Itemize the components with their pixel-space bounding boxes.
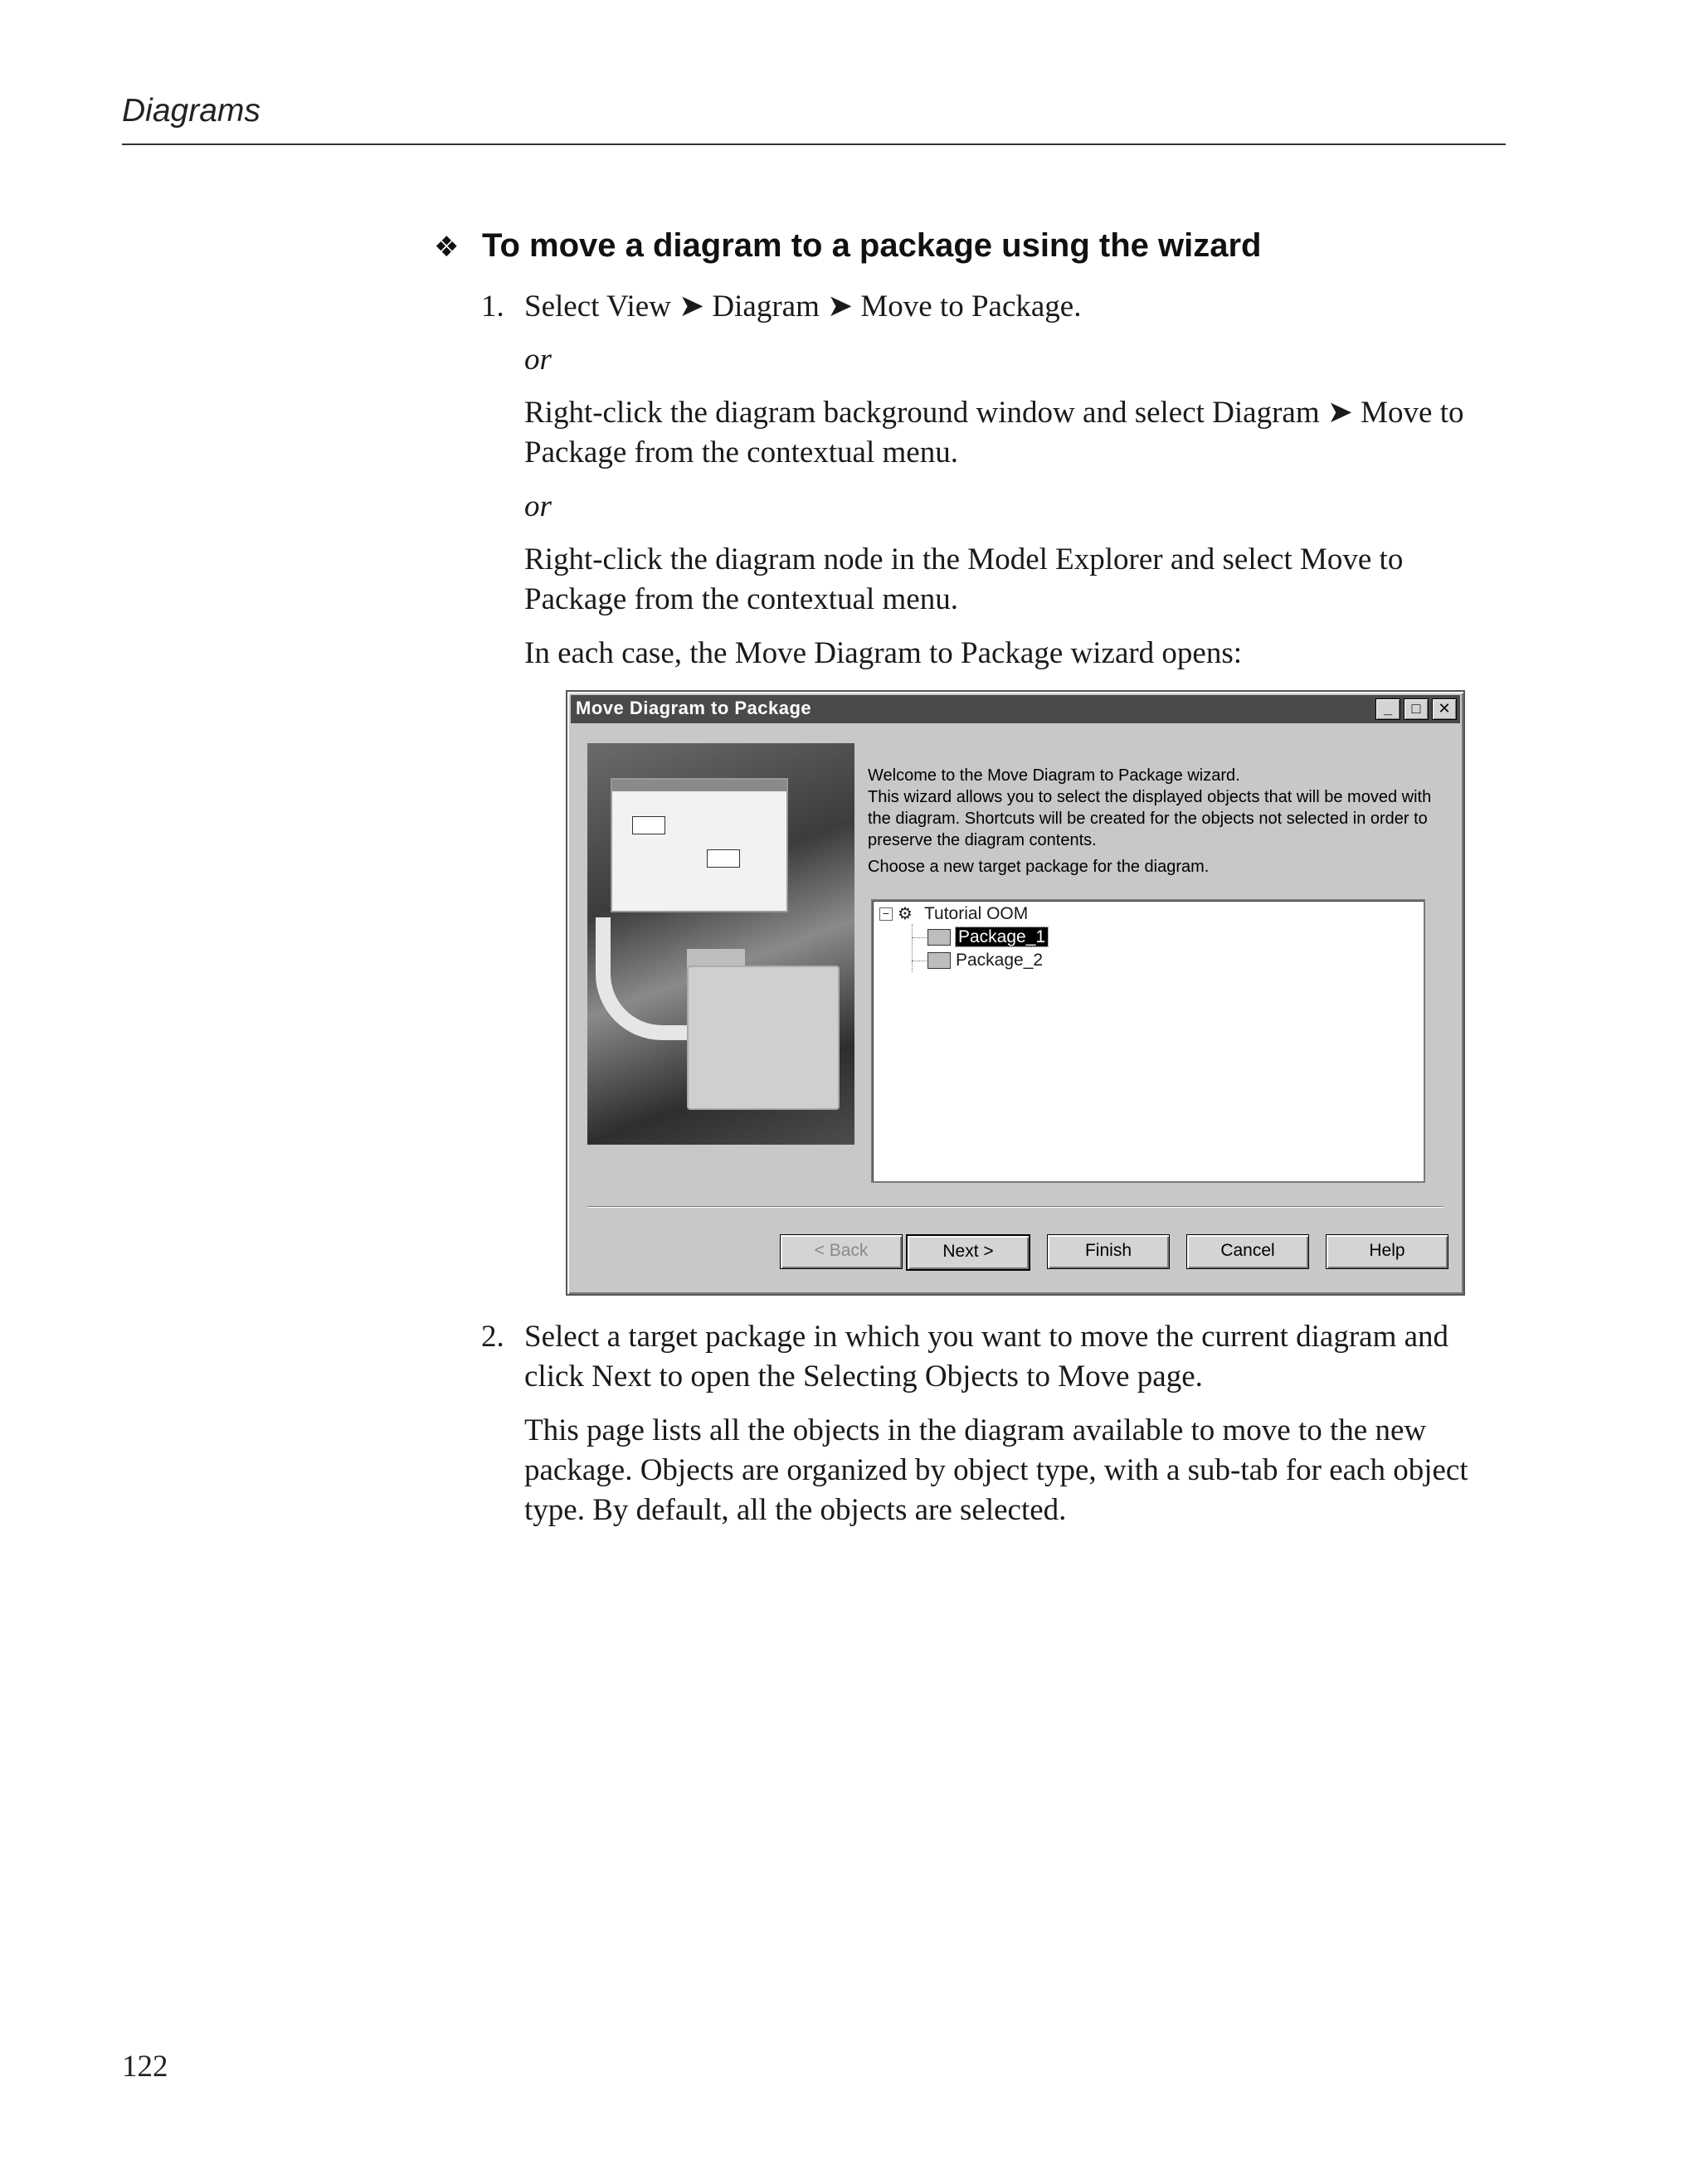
tree-node-root[interactable] [879,902,1028,926]
folder-icon [687,966,840,1110]
close-icon[interactable]: ✕ [1432,698,1457,720]
tree-item-label: Package_1 [956,927,1048,946]
tree-node-package-2[interactable] [927,949,1043,972]
button-separator [587,1206,1443,1208]
intro-welcome: Welcome to the Move Diagram to Package wizard. [868,766,1240,785]
step-1-result: In each case, the Move Diagram to Package wizard opens: [524,636,1243,670]
running-header: Diagrams [122,93,260,129]
package-icon [927,952,951,969]
tree-item-label: Package_2 [956,951,1044,970]
header-rule [122,143,1506,145]
step-1-or-2: or [524,489,552,523]
step-1-or-1: or [524,343,552,377]
help-button[interactable]: Help [1326,1234,1448,1269]
page-number: 122 [122,2050,168,2084]
tree-root-label: Tutorial OOM [924,904,1029,923]
mini-window-titlebar [612,780,786,791]
wizard-illustration [587,743,854,1145]
intro-description: This wizard allows you to select the displayed objects that will be moved with the diagram. Shortcuts will be created for the objects not selected in order to preserve the diagram contents. [868,788,1432,849]
step-2-text: Select a target package in which you want to move the current diagram and click Next to open the Selecting Objects to Move page. [524,1320,1449,1394]
wizard-intro [868,765,1440,878]
model-icon: ⚙ [898,905,913,924]
maximize-icon[interactable]: □ [1404,698,1429,720]
back-button[interactable]: < Back [780,1234,903,1269]
procedure-heading [434,227,1262,265]
intro-choose: Choose a new target package for the diagram. [868,858,1210,876]
step-1-alternative-2: Right-click the diagram node in the Model Explorer and select Move to Package from the contextual menu. [524,542,1404,616]
finish-button[interactable]: Finish [1047,1234,1170,1269]
dialog-titlebar[interactable] [571,695,1460,723]
step-1-text: Select View ➤ Diagram ➤ Move to Package. [524,289,1082,323]
tree-node-package-1[interactable] [927,926,1048,949]
mini-diagram-window [611,778,788,912]
collapse-icon[interactable]: − [879,907,893,921]
step-1-number: 1. [481,289,504,323]
tree-connector-1 [912,937,927,938]
tree-connector-vertical [912,924,913,972]
mini-box-2 [707,849,740,868]
diamond-bullet-icon: ❖ [434,231,460,263]
next-button[interactable]: Next > [906,1234,1030,1271]
move-diagram-wizard-dialog [566,690,1465,1296]
step-1-alternative-1: Right-click the diagram background window and select Diagram ➤ Move to Package from the contextual menu. [524,396,1464,469]
minimize-icon[interactable]: _ [1375,698,1400,720]
procedure-heading-text: To move a diagram to a package using the wizard [482,227,1262,264]
step-2-detail: This page lists all the objects in the diagram available to move to the new package. Objects are organized by object type, with a sub-tab for each object type. By default, all the objects are selected. [524,1413,1468,1527]
dialog-title: Move Diagram to Package [576,698,812,718]
step-2-number: 2. [481,1320,504,1354]
package-icon [927,929,951,946]
cancel-button[interactable]: Cancel [1186,1234,1309,1269]
package-tree[interactable] [871,899,1425,1183]
mini-box-1 [632,816,665,834]
